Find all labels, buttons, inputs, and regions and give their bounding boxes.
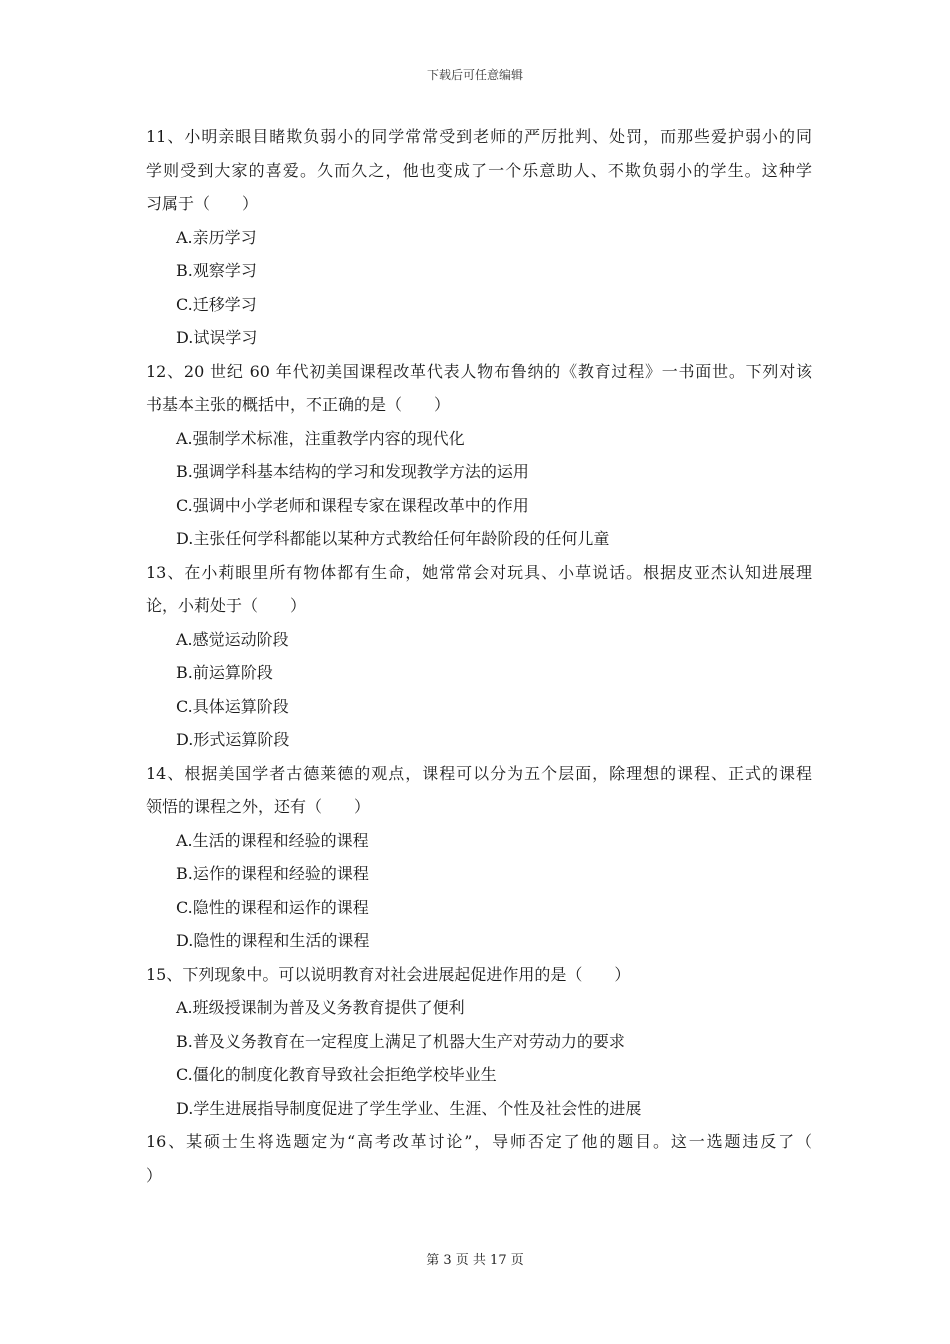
- option-d: D.学生进展指导制度促进了学生学业、生涯、个性及社会性的进展: [176, 1098, 642, 1118]
- question-12: [146, 355, 812, 556]
- option-d: D.形式运算阶段: [176, 730, 290, 749]
- question-text-line: 14、根据美国学者古德莱德的观点，课程可以分为五个层面，除理想的课程、正式的课程: [146, 763, 812, 783]
- option-a: A.强制学术标准，注重教学内容的现代化: [176, 428, 465, 448]
- option-b: B.普及义务教育在一定程度上满足了机器大生产对劳动力的要求: [176, 1031, 625, 1051]
- option-c: C.僵化的制度化教育导致社会拒绝学校毕业生: [176, 1065, 497, 1084]
- option-c: C.迁移学习: [176, 294, 257, 314]
- question-14: [146, 757, 812, 958]
- option-b: B.观察学习: [176, 261, 257, 280]
- option-a: A.生活的课程和经验的课程: [176, 830, 369, 850]
- question-text-line: 15、下列现象中。可以说明教育对社会进展起促进作用的是（ ）: [146, 964, 631, 984]
- option-c: C.具体运算阶段: [176, 696, 289, 716]
- page-number-footer: 第 3 页 共 17 页: [426, 1253, 524, 1268]
- question-text-line: 学则受到大家的喜爱。久而久之，他也变成了一个乐意助人、不欺负弱小的学生。这种学: [146, 160, 812, 180]
- question-text-line: 16、某硕士生将选题定为“高考改革讨论”，导师否定了他的题目。这一选题违反了（: [146, 1132, 812, 1151]
- header-note: 下载后可任意编辑: [426, 68, 523, 82]
- option-d: D.试误学习: [176, 328, 258, 347]
- option-c: C.隐性的课程和运作的课程: [176, 897, 369, 917]
- question-text-line: 书基本主张的概括中，不正确的是（ ）: [146, 395, 451, 414]
- option-d: D.隐性的课程和生活的课程: [176, 931, 370, 950]
- question-15: [146, 958, 812, 1126]
- question-text-line: 习属于（ ）: [146, 194, 259, 213]
- question-11: [146, 120, 812, 355]
- question-text-line: 论，小莉处于（ ）: [146, 596, 307, 615]
- option-a: A.亲历学习: [176, 227, 257, 247]
- option-a: A.感觉运动阶段: [176, 629, 289, 649]
- question-16: [146, 1125, 812, 1192]
- question-text-line: ）: [146, 1165, 163, 1185]
- question-text-line: 11、小明亲眼目睹欺负弱小的同学常常受到老师的严厉批判、处罚，而那些爱护弱小的同: [146, 127, 812, 146]
- question-text-line: 领悟的课程之外，还有（ ）: [146, 797, 371, 816]
- option-b: B.前运算阶段: [176, 663, 273, 682]
- option-a: A.班级授课制为普及义务教育提供了便利: [176, 998, 465, 1017]
- document-body: [146, 120, 812, 1192]
- option-d: D.主张任何学科都能以某种方式教给任何年龄阶段的任何儿童: [176, 529, 610, 548]
- option-c: C.强调中小学老师和课程专家在课程改革中的作用: [176, 495, 529, 515]
- question-13: [146, 556, 812, 757]
- option-b: B.运作的课程和经验的课程: [176, 864, 369, 883]
- option-b: B.强调学科基本结构的学习和发现教学方法的运用: [176, 462, 529, 481]
- question-text-line: 12、20 世纪 60 年代初美国课程改革代表人物布鲁纳的《教育过程》一书面世。下列对该: [146, 361, 812, 381]
- question-text-line: 13、在小莉眼里所有物体都有生命，她常常会对玩具、小草说话。根据皮亚杰认知进展理: [146, 562, 812, 582]
